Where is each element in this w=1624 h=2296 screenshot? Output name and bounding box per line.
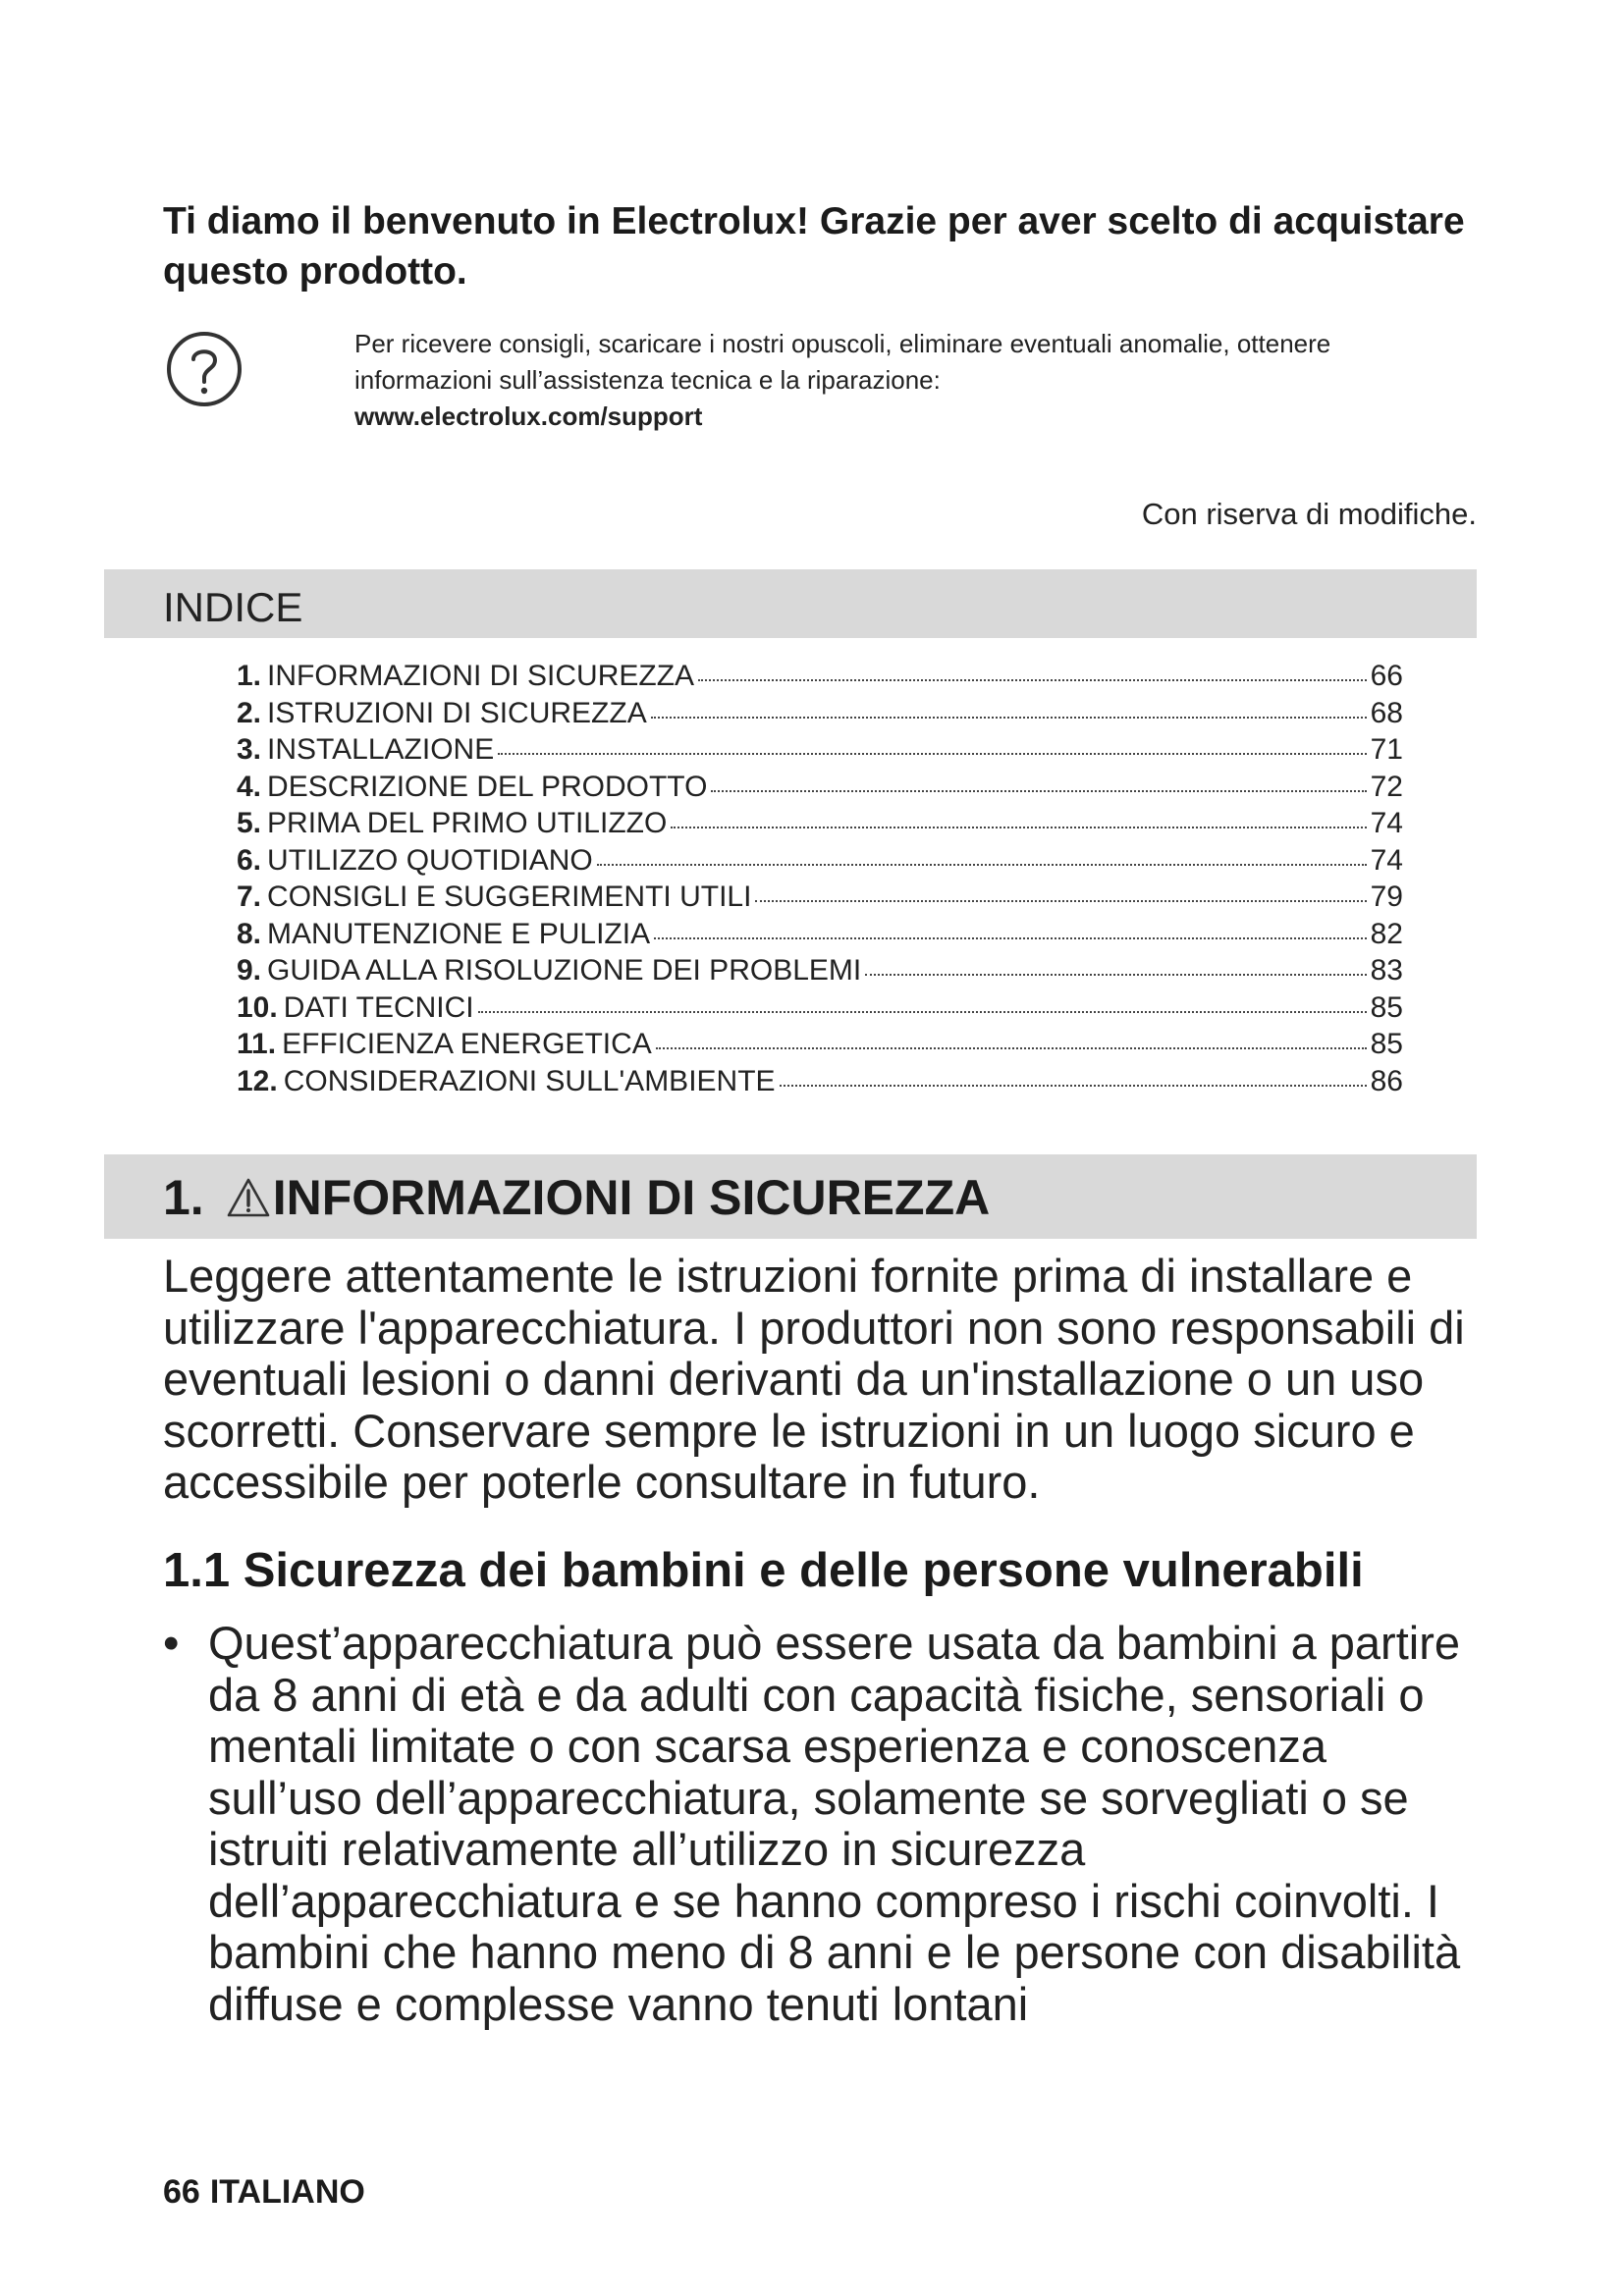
toc-item[interactable] (237, 952, 1403, 989)
toc-leader-dots (711, 790, 1366, 792)
page-footer (163, 2173, 365, 2212)
toc-item[interactable] (237, 1026, 1403, 1063)
toc-item[interactable] (237, 658, 1403, 695)
toc-leader-dots (651, 717, 1367, 719)
toc-item[interactable] (237, 842, 1403, 880)
toc-item[interactable] (237, 695, 1403, 732)
support-text: Per ricevere consigli, scaricare i nostri opuscoli, eliminare eventuali anomalie, ottenere informazioni sull’assistenza tecnica e la riparazione: (354, 329, 1331, 395)
toc-item-number: 4. (237, 770, 262, 803)
toc-item-number: 2. (237, 696, 262, 729)
toc-leader-dots (755, 900, 1366, 902)
warning-triangle-icon (226, 1177, 271, 1218)
toc-leader-dots (865, 974, 1366, 976)
toc-item-number: 6. (237, 843, 262, 877)
toc-leader-dots (654, 937, 1367, 939)
toc-leader-dots (656, 1047, 1367, 1049)
question-circle-icon (165, 330, 244, 408)
toc-item-number: 10. (237, 990, 278, 1024)
toc-item-page: 71 (1370, 733, 1403, 766)
toc-item-label: UTILIZZO QUOTIDIANO (267, 843, 593, 877)
toc-title: INDICE (163, 584, 303, 630)
toc-item[interactable] (237, 989, 1403, 1027)
bullet-marker: • (163, 1617, 180, 1669)
language-label: ITALIANO (209, 2173, 365, 2211)
toc-item-number: 12. (237, 1064, 278, 1097)
toc-item-label: DATI TECNICI (283, 990, 474, 1024)
toc-leader-dots (597, 864, 1367, 866)
welcome-heading: Ti diamo il benvenuto in Electrolux! Grazie per aver scelto di acquistare questo prodotto. (163, 200, 1465, 293)
toc-item-label: GUIDA ALLA RISOLUZIONE DEI PROBLEMI (267, 954, 862, 987)
section-title-text: INFORMAZIONI DI SICUREZZA (272, 1170, 991, 1225)
toc-leader-dots (498, 753, 1366, 755)
toc-item-page: 68 (1370, 696, 1403, 729)
toc-item-page: 83 (1370, 954, 1403, 987)
support-info (354, 326, 1454, 435)
toc-item-label: INFORMAZIONI DI SICUREZZA (267, 660, 695, 692)
list-item (163, 1618, 1469, 2030)
toc-item-label: ISTRUZIONI DI SICUREZZA (267, 696, 647, 729)
toc-item-number: 5. (237, 807, 262, 839)
toc-item-page: 82 (1370, 917, 1403, 950)
section-intro-paragraph: Leggere attentamente le istruzioni fornite prima di installare e utilizzare l'apparecchiatura. I produttori non sono responsabili di eventuali lesioni o danni derivanti da un'installazione o un uso scorretti. Conservare sempre le istruzioni in un luogo sicuro e accessibile per poterle consultare in futuro. (163, 1250, 1465, 1508)
toc-item-page: 66 (1370, 660, 1403, 692)
table-of-contents (237, 658, 1403, 1099)
toc-item-label: PRIMA DEL PRIMO UTILIZZO (267, 807, 668, 839)
page-number: 66 (163, 2173, 200, 2211)
toc-item-page: 74 (1370, 807, 1403, 839)
toc-item-page: 72 (1370, 770, 1403, 803)
change-notice: Con riserva di modifiche. (1141, 497, 1477, 531)
toc-item-number: 3. (237, 733, 262, 766)
toc-item-label: INSTALLAZIONE (267, 733, 495, 766)
toc-item-number: 8. (237, 917, 262, 950)
toc-item-label: DESCRIZIONE DEL PRODOTTO (267, 770, 708, 803)
subsection-title: 1.1 Sicurezza dei bambini e delle persone vulnerabili (163, 1544, 1364, 1597)
toc-leader-dots (478, 1011, 1367, 1013)
toc-item[interactable] (237, 879, 1403, 916)
toc-leader-dots (671, 827, 1366, 828)
toc-item-page: 74 (1370, 843, 1403, 877)
section-title (163, 1168, 990, 1227)
toc-item-page: 85 (1370, 1028, 1403, 1060)
toc-item-label: MANUTENZIONE E PULIZIA (267, 917, 651, 950)
section-number: 1. (163, 1170, 204, 1225)
toc-item-label: CONSIGLI E SUGGERIMENTI UTILI (267, 881, 752, 913)
toc-item-page: 79 (1370, 881, 1403, 913)
bullet-text: Quest’apparecchiatura può essere usata da bambini a partire da 8 anni di età e da adulti con capacità fisiche, sensoriali o mentali limitate o con scarsa esperienza e conoscenza sull’uso dell’apparecchiatura, solamente se sorvegliati o se istruiti relativamente all’utilizzo in sicurezza dell’apparecchiatura e se hanno compreso i rischi coinvolti. I bambini che hanno meno di 8 anni e le persone con disabilità diffuse e complesse vanno tenuti lontani (208, 1617, 1461, 2030)
toc-item-label: EFFICIENZA ENERGETICA (282, 1028, 652, 1060)
toc-item[interactable] (237, 916, 1403, 953)
toc-leader-dots (698, 679, 1367, 681)
toc-header-band (104, 569, 1477, 638)
toc-item[interactable] (237, 769, 1403, 806)
toc-item-number: 1. (237, 660, 262, 692)
toc-item-label: CONSIDERAZIONI SULL'AMBIENTE (283, 1064, 776, 1097)
toc-item[interactable] (237, 1063, 1403, 1100)
toc-item-number: 9. (237, 954, 262, 987)
toc-item[interactable] (237, 731, 1403, 769)
support-url-link[interactable]: www.electrolux.com/support (354, 401, 703, 431)
toc-item-page: 86 (1370, 1064, 1403, 1097)
toc-leader-dots (780, 1085, 1367, 1087)
toc-item-page: 85 (1370, 990, 1403, 1024)
toc-item-number: 11. (237, 1028, 277, 1060)
toc-item[interactable] (237, 805, 1403, 842)
toc-item-number: 7. (237, 881, 262, 913)
